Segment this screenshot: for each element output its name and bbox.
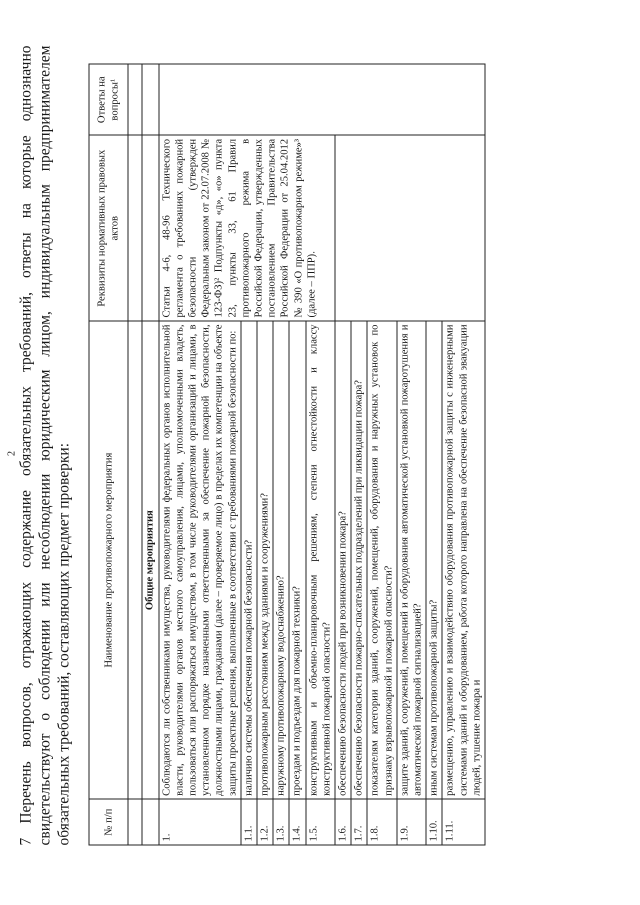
row-requirement: размещению, управлению и взаимодействию оборудования противопожарной защиты с инженерными системами зданий и оборудованием, работа которого направлена на обеспечение безопасной эвакуации людей, тушение пожара и xyxy=(442,321,485,799)
row-number: 1. xyxy=(158,799,240,845)
row-requirement: защите зданий, сооружений, помещений и оборудования автоматической установкой пожаротушения и автоматической пожарной сигнализацией? xyxy=(396,321,425,799)
section-title: Общие мероприятия xyxy=(142,321,158,799)
empty-row xyxy=(128,64,142,845)
header-law: Реквизиты нормативных правовых актов xyxy=(89,135,128,321)
document-heading xyxy=(16,45,73,845)
table-header-row xyxy=(89,64,128,845)
row-number: 1.9. xyxy=(396,799,425,845)
empty-cell xyxy=(128,799,142,845)
checklist-table xyxy=(88,63,485,845)
empty-cell xyxy=(142,799,158,845)
table-row xyxy=(335,64,351,845)
row-number: 1.2. xyxy=(257,799,273,845)
row-requirement: иным системам противопожарной защиты? xyxy=(426,321,442,799)
answer-cell[interactable] xyxy=(158,64,484,135)
row-number: 1.7. xyxy=(351,799,367,845)
empty-cell xyxy=(128,321,142,799)
empty-cell xyxy=(128,64,142,135)
row-requirement: обеспечению безопасности людей при возникновении пожара? xyxy=(335,321,351,799)
row-requirement: наличию системы обеспечения пожарной безопасности? xyxy=(240,321,256,799)
row-number: 1.11. xyxy=(442,799,485,845)
heading-text: 7 Перечень вопросов, отражающих содержание обязательных требований, ответы на которые однозначно свидетельствуют о соблюдении или несоблюдении юридическим лицом, индивидуальным предпринимателем обязательных требований, составляющих предмет проверки: xyxy=(17,45,72,845)
header-answers: Ответы на вопросы¹ xyxy=(89,64,128,135)
row-number: 1.5. xyxy=(305,799,334,845)
empty-cell xyxy=(142,64,158,135)
section-title-row xyxy=(142,64,158,845)
empty-cell xyxy=(128,135,142,321)
row-requirement: конструктивным и объемно-планировочным решениям, степени огнестойкости и классу конструктивной пожарной опасности? xyxy=(305,321,334,799)
page-number: 2 xyxy=(6,450,17,456)
row-requirement: показателям категории зданий, сооружений, помещений, оборудования и наружных установок по признаку взрывопожарной и пожарной опасности? xyxy=(367,321,396,799)
row-number: 1.6. xyxy=(335,799,351,845)
table-row xyxy=(158,64,240,845)
empty-cell xyxy=(142,135,158,321)
row-number: 1.3. xyxy=(273,799,289,845)
row-number: 1.4. xyxy=(289,799,305,845)
row-number: 1.1. xyxy=(240,799,256,845)
row-requirement: противопожарным расстояниям между зданиями и сооружениями? xyxy=(257,321,273,799)
empty-cell xyxy=(335,135,485,321)
row-number: 1.10. xyxy=(426,799,442,845)
row-requirement: обеспечению безопасности пожарно-спасательных подразделений при ликвидации пожара? xyxy=(351,321,367,799)
row-number: 1.8. xyxy=(367,799,396,845)
header-requirement: Наименование противопожарного мероприятия xyxy=(89,321,128,799)
row-requirement: наружному противопожарному водоснабжению? xyxy=(273,321,289,799)
header-number: № п/п xyxy=(89,799,128,845)
law-reference: Статьи 4-6, 48-96 Технического регламента о требованиях пожарной безопасности (утвержден Федеральным законом от 22.07.2008 № 123-ФЗ)² Подпункты «д», «о» пункта 23, пункты 33, 61 Правил противопожарного режима в Российской Федерации, утвержденных постановлением Правительства Российской Федерации от 25.04.2012 № 390 «О противопожарном режиме»³ (далее – ППР). xyxy=(158,135,334,321)
row-requirement: проездам и подъездам для пожарной техники? xyxy=(289,321,305,799)
row-requirement: Соблюдаются ли собственниками имущества, руководителями федеральных органов исполнительной власти, руководителями органов местного самоуправления, лицами, уполномоченными владеть, пользоваться или распоряжаться имуществом, в том числе руководителями организаций и лицами, в установленном порядке назначенными ответственными за обеспечение пожарной безопасности, должностными лицами, гражданами (далее – проверяемое лицо) в пределах их компетенции на объекте защиты проектные решения, выполненные в соответствии с требованиями пожарной безопасности по: xyxy=(158,321,240,799)
